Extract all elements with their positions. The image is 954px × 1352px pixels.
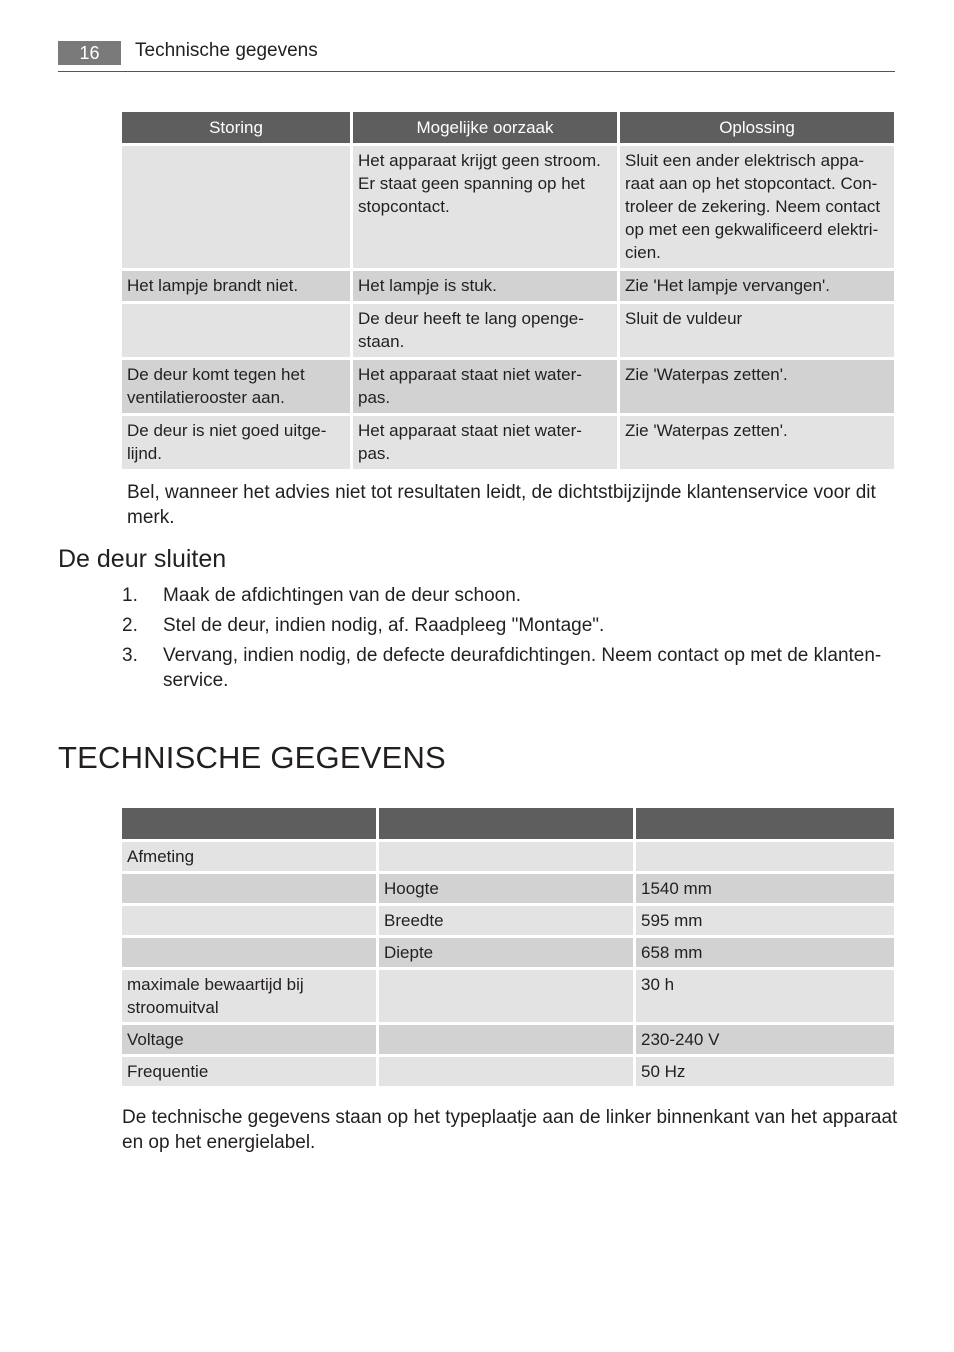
step-number: 1. [122,585,138,606]
list-item [122,613,892,638]
list-item [122,583,892,608]
table-cell [636,842,894,871]
table-row [122,970,894,1022]
table-cell [122,874,376,903]
table-row [122,938,894,967]
column-header [636,808,894,839]
table-cell: Frequentie [122,1057,376,1086]
table-cell: Diepte [379,938,633,967]
table-cell [122,146,350,268]
step-text: Stel de deur, indien nodig, af. Raadpleeg "Montage". [163,615,605,636]
table-row [122,271,894,301]
table-cell: Zie 'Waterpas zetten'. [620,416,894,469]
table-cell: Het lampje brandt niet. [122,271,350,301]
table-cell: Zie 'Waterpas zetten'. [620,360,894,413]
page-number: 16 [58,41,121,65]
table-row [122,874,894,903]
table-cell: De deur komt tegen het ventilatierooster aan. [122,360,350,413]
step-text: Vervang, indien nodig, de defecte deurafdichtingen. Neem contact op met de klanten-service. [163,645,882,691]
technical-note: De technische gegevens staan op het typeplaatje aan de linker binnenkant van het apparaat en op het energielabel. [122,1107,898,1153]
table-cell [379,1057,633,1086]
step-number: 3. [122,645,138,666]
table-cell: maximale bewaartijd bij stroomuitval [122,970,376,1022]
table-cell: Zie 'Het lampje vervangen'. [620,271,894,301]
section-heading-technical: TECHNISCHE GEGEVENS [58,740,446,775]
step-text: Maak de afdichtingen van de deur schoon. [163,585,522,606]
table-cell: De deur is niet goed uitge-lijnd. [122,416,350,469]
table-cell: Sluit de vuldeur [620,304,894,357]
column-header [122,808,376,839]
table-cell: 595 mm [636,906,894,935]
table-header-row [122,112,894,143]
table-cell: 658 mm [636,938,894,967]
table-cell: Het apparaat staat niet water-pas. [353,416,617,469]
column-header-oplossing: Oplossing [620,112,894,143]
list-item [122,643,892,693]
table-row [122,360,894,413]
table-cell [122,906,376,935]
table-cell: Het apparaat krijgt geen stroom. Er staat geen spanning op het stopcontact. [353,146,617,268]
column-header [379,808,633,839]
table-cell: 50 Hz [636,1057,894,1086]
table-row [122,146,894,268]
table-row [122,842,894,871]
table-cell: 230-240 V [636,1025,894,1054]
table-cell: Sluit een ander elektrisch appa-raat aan op het stopcontact. Con-troleer de zekering. Neem contact op met een gekwalificeerd elektri-cien. [620,146,894,268]
table-cell [379,842,633,871]
table-cell [122,304,350,357]
page-header [58,38,895,72]
door-steps-list [122,583,892,698]
table-cell: Het lampje is stuk. [353,271,617,301]
table-cell: 1540 mm [636,874,894,903]
table-row [122,1057,894,1086]
table-cell: 30 h [636,970,894,1022]
table-cell: Het apparaat staat niet water-pas. [353,360,617,413]
table-header-row [122,808,894,839]
table-cell [122,938,376,967]
table-cell: De deur heeft te lang openge-staan. [353,304,617,357]
table-row [122,304,894,357]
column-header-oorzaak: Mogelijke oorzaak [353,112,617,143]
section-heading-door: De deur sluiten [58,545,227,573]
table-row [122,906,894,935]
table-cell: Breedte [379,906,633,935]
technical-specs-table [119,805,897,1089]
table-cell: Afmeting [122,842,376,871]
column-header-storing: Storing [122,112,350,143]
troubleshooting-note: Bel, wanneer het advies niet tot resultaten leidt, de dichtstbijzijnde klantenservice voor dit merk. [127,482,876,528]
step-number: 2. [122,615,138,636]
running-title: Technische gegevens [135,40,318,61]
table-row [122,416,894,469]
table-row [122,1025,894,1054]
troubleshooting-table [119,109,897,472]
table-cell: Voltage [122,1025,376,1054]
table-cell [379,1025,633,1054]
table-cell [379,970,633,1022]
table-cell: Hoogte [379,874,633,903]
